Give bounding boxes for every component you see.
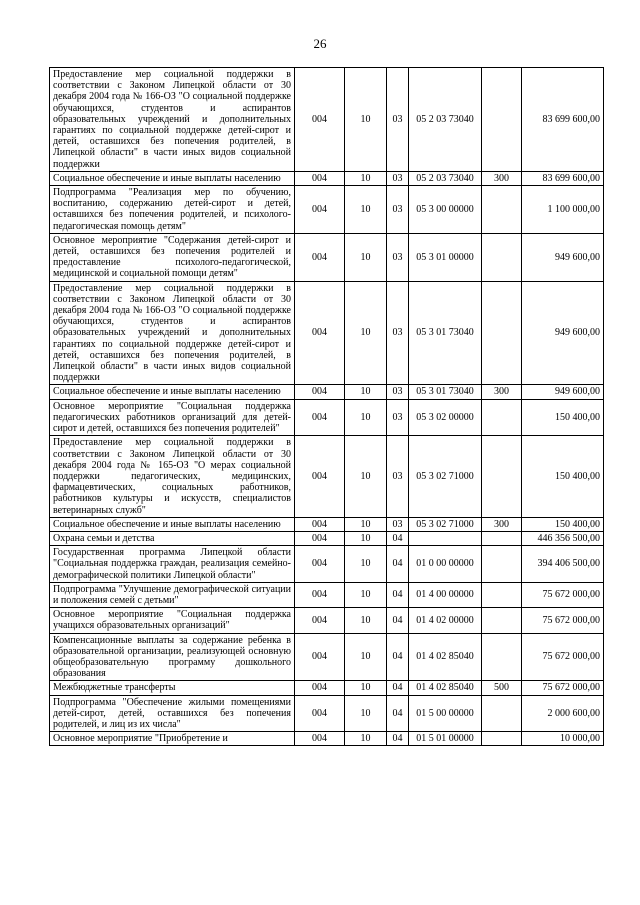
target-article-cell: 05 3 02 71000 bbox=[409, 517, 482, 531]
ministry-code-cell: 004 bbox=[295, 695, 345, 732]
ministry-code-cell: 004 bbox=[295, 385, 345, 399]
amount-cell: 150 400,00 bbox=[522, 517, 604, 531]
table-row bbox=[50, 281, 604, 385]
subsection-code-cell: 04 bbox=[387, 531, 409, 545]
ministry-code-cell: 004 bbox=[295, 531, 345, 545]
expense-type-cell bbox=[482, 608, 522, 633]
target-article-cell: 01 5 00 00000 bbox=[409, 695, 482, 732]
target-article-cell: 01 0 00 00000 bbox=[409, 546, 482, 583]
expense-type-cell bbox=[482, 436, 522, 517]
row-name-cell: Основное мероприятие "Содержания детей-сирот и детей, оставшихся без попечения родителей и предоставление психолого-педагогической, медицинской и социальной помощи детям" bbox=[50, 233, 295, 281]
row-name-cell: Подпрограмма "Реализация мер по обучению, воспитанию, содержанию детей-сирот и детей, оставшихся без попечения родителей, и психолого-педагогическая помощь детям" bbox=[50, 186, 295, 234]
table-row bbox=[50, 681, 604, 695]
ministry-code-cell: 004 bbox=[295, 436, 345, 517]
expense-type-cell bbox=[482, 399, 522, 436]
row-name-cell: Предоставление мер социальной поддержки в соответствии с Законом Липецкой области от 30 декабря 2004 года № 165-ОЗ "О мерах социальной поддержки педагогических, медицинских, фармацевтических, социальных работников, работников культуры и искусств, специалистов ветеринарных служб" bbox=[50, 436, 295, 517]
subsection-code-cell: 03 bbox=[387, 68, 409, 172]
section-code-cell: 10 bbox=[345, 582, 387, 607]
table-body bbox=[50, 68, 604, 746]
expense-type-cell bbox=[482, 732, 522, 746]
table-row bbox=[50, 233, 604, 281]
ministry-code-cell: 004 bbox=[295, 608, 345, 633]
section-code-cell: 10 bbox=[345, 531, 387, 545]
section-code-cell: 10 bbox=[345, 517, 387, 531]
subsection-code-cell: 04 bbox=[387, 546, 409, 583]
section-code-cell: 10 bbox=[345, 186, 387, 234]
amount-cell: 949 600,00 bbox=[522, 281, 604, 385]
section-code-cell: 10 bbox=[345, 608, 387, 633]
section-code-cell: 10 bbox=[345, 695, 387, 732]
amount-cell: 83 699 600,00 bbox=[522, 68, 604, 172]
expense-type-cell bbox=[482, 68, 522, 172]
row-name-cell: Социальное обеспечение и иные выплаты населению bbox=[50, 385, 295, 399]
section-code-cell: 10 bbox=[345, 732, 387, 746]
ministry-code-cell: 004 bbox=[295, 546, 345, 583]
amount-cell: 10 000,00 bbox=[522, 732, 604, 746]
target-article-cell bbox=[409, 531, 482, 545]
row-name-cell: Подпрограмма "Улучшение демографической ситуации и положения семей с детьми" bbox=[50, 582, 295, 607]
subsection-code-cell: 03 bbox=[387, 281, 409, 385]
expense-type-cell bbox=[482, 546, 522, 583]
target-article-cell: 05 3 01 00000 bbox=[409, 233, 482, 281]
ministry-code-cell: 004 bbox=[295, 68, 345, 172]
target-article-cell: 05 2 03 73040 bbox=[409, 68, 482, 172]
table-row bbox=[50, 546, 604, 583]
subsection-code-cell: 03 bbox=[387, 171, 409, 185]
expense-type-cell bbox=[482, 633, 522, 681]
amount-cell: 2 000 600,00 bbox=[522, 695, 604, 732]
target-article-cell: 01 4 02 85040 bbox=[409, 681, 482, 695]
target-article-cell: 01 4 02 00000 bbox=[409, 608, 482, 633]
target-article-cell: 05 3 01 73040 bbox=[409, 385, 482, 399]
table-row bbox=[50, 531, 604, 545]
subsection-code-cell: 03 bbox=[387, 385, 409, 399]
section-code-cell: 10 bbox=[345, 399, 387, 436]
amount-cell: 150 400,00 bbox=[522, 436, 604, 517]
subsection-code-cell: 03 bbox=[387, 186, 409, 234]
section-code-cell: 10 bbox=[345, 436, 387, 517]
amount-cell: 949 600,00 bbox=[522, 233, 604, 281]
ministry-code-cell: 004 bbox=[295, 281, 345, 385]
amount-cell: 83 699 600,00 bbox=[522, 171, 604, 185]
row-name-cell: Подпрограмма "Обеспечение жилыми помещениями детей-сирот, детей, оставшихся без попечения родителей, и лиц из их числа" bbox=[50, 695, 295, 732]
table-row bbox=[50, 186, 604, 234]
subsection-code-cell: 04 bbox=[387, 608, 409, 633]
section-code-cell: 10 bbox=[345, 681, 387, 695]
row-name-cell: Предоставление мер социальной поддержки в соответствии с Законом Липецкой области от 30 декабря 2004 года № 166-ОЗ "О социальной поддержке обучающихся, студентов и аспирантов образовательных учреждений и дополнительных гарантиях по социальной поддержке детей-сирот и детей, оставшихся без попечения родителей, в Липецкой области" в части иных видов социальной поддержки bbox=[50, 281, 295, 385]
row-name-cell: Основное мероприятие "Социальная поддержка учащихся образовательных организаций" bbox=[50, 608, 295, 633]
expense-type-cell bbox=[482, 531, 522, 545]
table-row bbox=[50, 732, 604, 746]
subsection-code-cell: 03 bbox=[387, 517, 409, 531]
row-name-cell: Охрана семьи и детства bbox=[50, 531, 295, 545]
ministry-code-cell: 004 bbox=[295, 582, 345, 607]
expense-type-cell: 300 bbox=[482, 517, 522, 531]
expense-type-cell: 500 bbox=[482, 681, 522, 695]
target-article-cell: 05 3 00 00000 bbox=[409, 186, 482, 234]
table-row bbox=[50, 436, 604, 517]
ministry-code-cell: 004 bbox=[295, 681, 345, 695]
expense-type-cell bbox=[482, 233, 522, 281]
expense-type-cell bbox=[482, 186, 522, 234]
amount-cell: 75 672 000,00 bbox=[522, 582, 604, 607]
table-row bbox=[50, 582, 604, 607]
amount-cell: 75 672 000,00 bbox=[522, 633, 604, 681]
ministry-code-cell: 004 bbox=[295, 233, 345, 281]
row-name-cell: Государственная программа Липецкой области "Социальная поддержка граждан, реализация семейно-демографической политики Липецкой области" bbox=[50, 546, 295, 583]
row-name-cell: Основное мероприятие "Социальная поддержка педагогических работников организаций для детей-сирот и детей, оставшихся без попечения родителей" bbox=[50, 399, 295, 436]
ministry-code-cell: 004 bbox=[295, 633, 345, 681]
target-article-cell: 01 5 01 00000 bbox=[409, 732, 482, 746]
target-article-cell: 01 4 00 00000 bbox=[409, 582, 482, 607]
target-article-cell: 05 3 01 73040 bbox=[409, 281, 482, 385]
target-article-cell: 05 3 02 00000 bbox=[409, 399, 482, 436]
amount-cell: 150 400,00 bbox=[522, 399, 604, 436]
table-row bbox=[50, 171, 604, 185]
table-row bbox=[50, 399, 604, 436]
section-code-cell: 10 bbox=[345, 171, 387, 185]
section-code-cell: 10 bbox=[345, 68, 387, 172]
expense-type-cell: 300 bbox=[482, 171, 522, 185]
subsection-code-cell: 04 bbox=[387, 732, 409, 746]
subsection-code-cell: 04 bbox=[387, 582, 409, 607]
amount-cell: 949 600,00 bbox=[522, 385, 604, 399]
expense-type-cell: 300 bbox=[482, 385, 522, 399]
subsection-code-cell: 04 bbox=[387, 681, 409, 695]
row-name-cell: Основное мероприятие "Приобретение и bbox=[50, 732, 295, 746]
ministry-code-cell: 004 bbox=[295, 399, 345, 436]
row-name-cell: Социальное обеспечение и иные выплаты населению bbox=[50, 517, 295, 531]
ministry-code-cell: 004 bbox=[295, 732, 345, 746]
table-row bbox=[50, 608, 604, 633]
ministry-code-cell: 004 bbox=[295, 186, 345, 234]
section-code-cell: 10 bbox=[345, 281, 387, 385]
ministry-code-cell: 004 bbox=[295, 517, 345, 531]
ministry-code-cell: 004 bbox=[295, 171, 345, 185]
section-code-cell: 10 bbox=[345, 385, 387, 399]
table-row bbox=[50, 68, 604, 172]
subsection-code-cell: 03 bbox=[387, 399, 409, 436]
expense-type-cell bbox=[482, 582, 522, 607]
subsection-code-cell: 03 bbox=[387, 436, 409, 517]
amount-cell: 1 100 000,00 bbox=[522, 186, 604, 234]
amount-cell: 75 672 000,00 bbox=[522, 681, 604, 695]
section-code-cell: 10 bbox=[345, 546, 387, 583]
row-name-cell: Межбюджетные трансферты bbox=[50, 681, 295, 695]
section-code-cell: 10 bbox=[345, 633, 387, 681]
row-name-cell: Социальное обеспечение и иные выплаты населению bbox=[50, 171, 295, 185]
table-row bbox=[50, 385, 604, 399]
row-name-cell: Предоставление мер социальной поддержки в соответствии с Законом Липецкой области от 30 декабря 2004 года № 166-ОЗ "О социальной поддержке обучающихся, студентов и аспирантов образовательных учреждений и дополнительных гарантиях по социальной поддержке детей-сирот и детей, оставшихся без попечения родителей, в Липецкой области" в части иных видов социальной поддержки bbox=[50, 68, 295, 172]
target-article-cell: 01 4 02 85040 bbox=[409, 633, 482, 681]
row-name-cell: Компенсационные выплаты за содержание ребенка в образовательной организации, реализующей основную общеобразовательную программу дошкольного образования bbox=[50, 633, 295, 681]
subsection-code-cell: 03 bbox=[387, 233, 409, 281]
table-row bbox=[50, 517, 604, 531]
target-article-cell: 05 2 03 73040 bbox=[409, 171, 482, 185]
table-row bbox=[50, 695, 604, 732]
subsection-code-cell: 04 bbox=[387, 695, 409, 732]
section-code-cell: 10 bbox=[345, 233, 387, 281]
expense-type-cell bbox=[482, 695, 522, 732]
amount-cell: 394 406 500,00 bbox=[522, 546, 604, 583]
budget-table bbox=[49, 67, 604, 746]
amount-cell: 446 356 500,00 bbox=[522, 531, 604, 545]
table-row bbox=[50, 633, 604, 681]
amount-cell: 75 672 000,00 bbox=[522, 608, 604, 633]
subsection-code-cell: 04 bbox=[387, 633, 409, 681]
target-article-cell: 05 3 02 71000 bbox=[409, 436, 482, 517]
page-number: 26 bbox=[313, 36, 327, 51]
expense-type-cell bbox=[482, 281, 522, 385]
